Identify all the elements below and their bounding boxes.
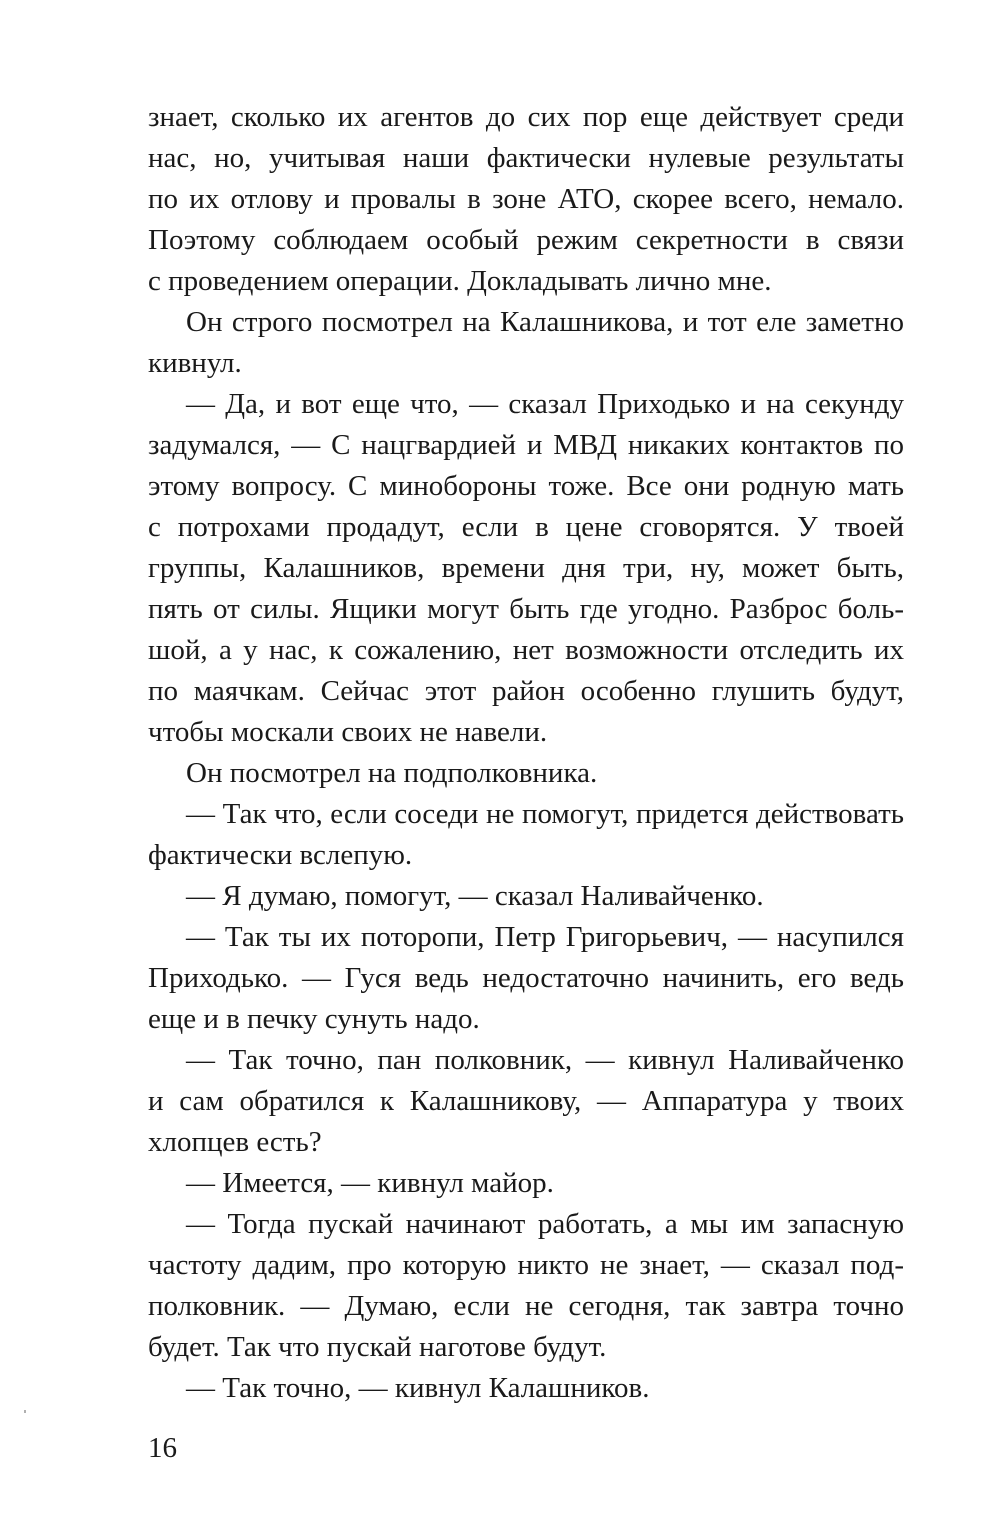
text-line: Он посмотрел на подполковника.	[186, 757, 598, 789]
text-line: с проведением операции. Докладывать лично мне.	[148, 265, 772, 297]
text-line: с потрохами продадут, если в цене сговорятся. У твоей	[148, 511, 904, 543]
body-text	[148, 97, 904, 1409]
text-line: — Тогда пускай начинают работать, а мы им запасную	[186, 1208, 904, 1240]
text-line: нас, но, учитывая наши фактически нулевые результаты	[148, 142, 904, 174]
text-line: Приходько. — Гуся ведь недостаточно начинить, его ведь	[148, 962, 904, 994]
text-line: кивнул.	[148, 347, 242, 379]
text-line: будет. Так что пускай наготове будут.	[148, 1331, 607, 1363]
text-line: чтобы москали своих не навели.	[148, 716, 548, 748]
text-line: группы, Калашников, времени дня три, ну, может быть,	[148, 552, 904, 584]
text-line: задумался, — С нацгвардией и МВД никаких контактов по	[148, 429, 904, 461]
paragraph	[148, 1204, 904, 1368]
text-line: Поэтому соблюдаем особый режим секретности в связи	[148, 224, 904, 256]
paragraph	[148, 302, 904, 384]
paragraph	[148, 384, 904, 753]
text-line: — Так что, если соседи не помогут, придется действовать	[186, 798, 904, 830]
text-line: шой, а у нас, к сожалению, нет возможности отследить их	[148, 634, 904, 666]
text-line: — Так точно, — кивнул Калашников.	[186, 1372, 650, 1404]
paragraph	[148, 1040, 904, 1163]
text-line: — Так точно, пан полковник, — кивнул Наливайченко	[186, 1044, 904, 1076]
paragraph	[148, 876, 904, 917]
text-line: Он строго посмотрел на Калашникова, и тот еле заметно	[186, 306, 904, 338]
text-line: и сам обратился к Калашникову, — Аппаратура у твоих	[148, 1085, 904, 1117]
text-line: пять от силы. Ящики могут быть где угодно. Разброс боль-	[148, 593, 904, 625]
text-line: — Я думаю, помогут, — сказал Наливайченко.	[186, 880, 764, 912]
paragraph	[148, 1368, 904, 1409]
paragraph	[148, 753, 904, 794]
text-line: знает, сколько их агентов до сих пор еще действует среди	[148, 101, 904, 133]
text-line: полковник. — Думаю, если не сегодня, так завтра точно	[148, 1290, 904, 1322]
text-line: — Имеется, — кивнул майор.	[186, 1167, 554, 1199]
scan-speck	[24, 1410, 26, 1413]
text-line: — Да, и вот еще что, — сказал Приходько и на секунду	[186, 388, 904, 420]
text-line: по их отлову и провалы в зоне АТО, скорее всего, немало.	[148, 183, 904, 215]
paragraph	[148, 794, 904, 876]
text-line: по маячкам. Сейчас этот район особенно глушить будут,	[148, 675, 904, 707]
text-line: — Так ты их поторопи, Петр Григорьевич, — насупился	[186, 921, 904, 953]
text-line: хлопцев есть?	[148, 1126, 322, 1158]
text-line: еще и в печку сунуть надо.	[148, 1003, 480, 1035]
paragraph	[148, 917, 904, 1040]
text-line: этому вопросу. С минобороны тоже. Все они родную мать	[148, 470, 904, 502]
text-line: частоту дадим, про которую никто не знает, — сказал под-	[148, 1249, 904, 1281]
text-line: фактически вслепую.	[148, 839, 413, 871]
page-number: 16	[148, 1432, 177, 1464]
paragraph	[148, 1163, 904, 1204]
paragraph	[148, 97, 904, 302]
